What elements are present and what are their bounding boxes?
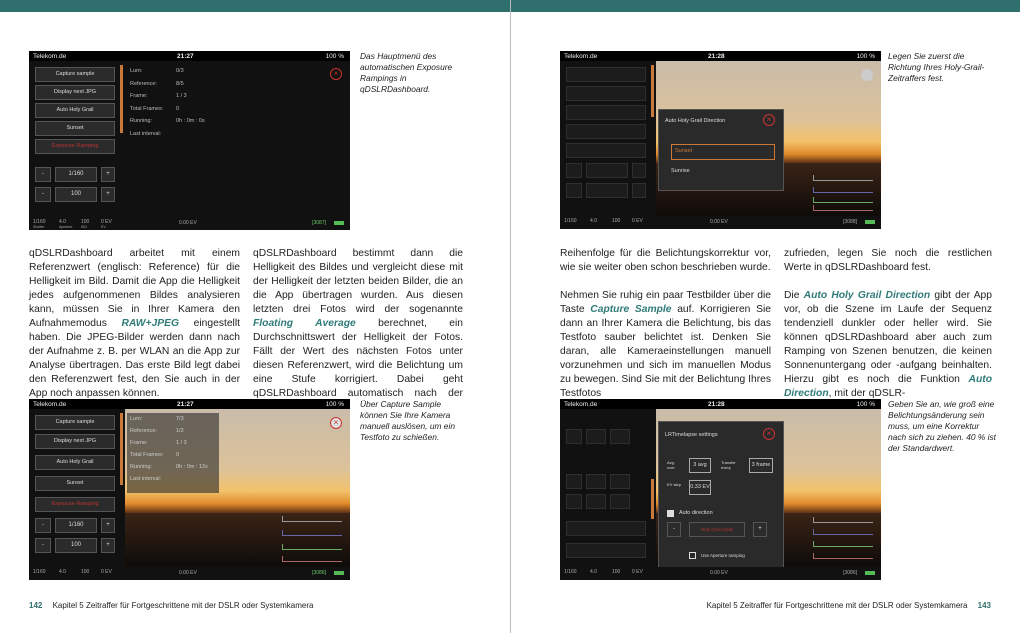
info-row: Lum: 0/3 — [130, 68, 184, 74]
dialog-title: Auto Holy Grail Direction — [665, 118, 726, 124]
running-footer: Kapitel 5 Zeitraffer für Fortgeschrittene mit der DSLR oder Systemkamera — [52, 601, 314, 610]
caption-3: Legen Sie zuerst die Richtung Ihres Holy-Grail-Zeitraffers fest. — [888, 51, 985, 83]
top-accent-bar — [511, 0, 1020, 12]
shutter-plus-button[interactable]: + — [101, 518, 115, 533]
info-row: Reference: 8/5 — [130, 80, 184, 87]
auto-holy-grail-button[interactable]: Auto Holy Grail — [35, 103, 115, 118]
battery-icon — [334, 571, 344, 575]
camera-info-bar: 1/160 4.0 100 0 EV 0.00 EV [3088] — [560, 216, 881, 229]
display-next-jpg-button[interactable]: Display next JPG — [35, 85, 115, 100]
camera-info-bar: 1/160 4.0 100 0 EV 0.00 EV [3086] — [560, 567, 881, 580]
battery: 100 % — [325, 53, 344, 60]
shutter-value: 1/160 — [55, 167, 97, 182]
mode-minus-button[interactable]: - — [667, 522, 681, 537]
camera-info-bar: 1/160 4.0 100 0 EV 0.00 EV [3086] — [29, 567, 350, 580]
shots-remaining: [3087] — [312, 220, 326, 226]
shutter-minus-button[interactable]: - — [35, 167, 51, 182]
body-column-1: qDSLRDashboard arbeitet mit einem Referenzwert (englisch: Reference) für die Helligkeit im Bild. Damit die App die Helligkeit jedes aufgenommenen Bildes analysieren kann, müssen Sie in Ihrer Kamera den Aufnahmemodus RAW+JPEG eingestellt haben. Die JPEG-Bilder werden dann nach der Aufnahme z. B. per WLAN an die App zur Analyse übertragen. Das erste Bild legt dabei den Referenzwert fest, den Sie auch in der App noch anpassen können. — [29, 248, 240, 399]
body-column-3: Reihenfolge für die Belichtungskorrektur vor, wie sie weiter oben schon beschrieben wurde. Nehmen Sie ruhig ein paar Testbilder über die Taste Capture Sample auf. Korrigieren Sie dann an Ihrer Kamera die Belichtung, bis das Testfoto sauber belichtet ist. Denken Sie daran, alle Kameraeinstellungen manuell vorzunehmen und sich im manuellen Modus zu bewegen. Sind Sie mit der Belichtung Ihres Testfotos — [560, 248, 771, 399]
exposure-ramping-button[interactable]: Exposure Ramping — [35, 139, 115, 154]
iso-minus-button[interactable]: - — [35, 538, 51, 553]
close-icon[interactable] — [861, 69, 873, 81]
status-bar: Telekom.de 21:28 100 % — [560, 399, 881, 409]
caption-1: Das Hauptmenü des automatischen Exposure Rampings in qDSLRDashboard. — [360, 51, 453, 94]
highlight-auto-direction: Auto Direction — [784, 374, 992, 399]
info-panel: Lum: 7/3 Reference: 1/2 Frame: 1 / 3 Total Frames: 0 Running: 0h : 0m : 12s Last interval: — [130, 416, 208, 482]
status-bar: Telekom.de 21:28 100 % — [560, 51, 881, 61]
body-column-4: zufrieden, legen Sie noch die restlichen Werte in qDSLRDashboard fest. Die Auto Holy Grail Direction gibt der App vor, ob die Szene im Laufe der Sequenz tendenziell dunkler oder heller wird. Sie können qDSLRDashboard aber auch zum Ramping von Szenen benutzen, die keinen Sonnenuntergang oder -aufgang beinhalten. Hierzu gibt es noch die Funktion Auto Direction, mit der qDSLR- — [784, 248, 993, 399]
info-row: Total Frames: 0 — [130, 105, 180, 112]
battery-icon — [865, 220, 875, 224]
histogram-white — [282, 516, 342, 522]
lrtimelapse-settings-dialog: LRTimelapse settings × Avg. over 3 avg Transfer every 3 frame EV step 0.33 EV Auto direction - Holy Grail mode + Use Aperture ramping — [658, 421, 784, 571]
direction-dialog — [658, 109, 784, 191]
close-icon[interactable]: × — [763, 114, 775, 126]
status-bar: Telekom.de 21:27 100 % — [29, 399, 350, 409]
info-row: Running: 0h : 0m : 0s — [130, 118, 205, 124]
app-screenshot-lrtimelapse-settings — [560, 399, 881, 580]
app-screenshot-direction-dialog — [560, 51, 881, 229]
iso-value: 100 — [55, 187, 97, 202]
ev-step-value[interactable]: 0.33 EV — [689, 480, 711, 495]
caption-2: Über Capture Sample können Sie Ihre Kamera manuell auslösen, um ein Testfoto zu schießen. — [360, 399, 455, 442]
orange-indicator — [120, 413, 123, 485]
iso-plus-button[interactable]: + — [101, 538, 115, 553]
shutter-minus-button[interactable]: - — [35, 518, 51, 533]
battery-icon — [865, 571, 875, 575]
option-sunset[interactable]: Sunset — [671, 144, 775, 160]
camera-info-bar: 1/160 4.0 100 0 EV Shutter Aperture ISO EV 0.00 EV [3087] — [29, 217, 350, 230]
close-icon[interactable]: × — [763, 428, 775, 440]
histogram-green — [282, 544, 342, 550]
app-screenshot-main-menu — [29, 51, 350, 230]
aperture-ramping-checkbox[interactable] — [689, 552, 696, 559]
ev-readout: 0.00 EV — [179, 220, 197, 226]
battery-icon — [334, 221, 344, 225]
info-row: Last interval: — [130, 130, 162, 137]
highlight-floating-average: Floating Average — [253, 318, 356, 329]
auto-direction-checkbox[interactable] — [667, 510, 674, 517]
clock: 21:27 — [177, 53, 194, 60]
iso-value: 100 — [55, 538, 97, 553]
page-number: 142 — [29, 601, 43, 610]
dialog-title: LRTimelapse settings — [665, 432, 718, 438]
caption-4: Geben Sie an, wie groß eine Belichtungsänderung sein muss, um eine Korrektur nach sich zu ziehen. 40 % ist der Standardwert. — [888, 399, 997, 453]
close-icon[interactable]: × — [330, 417, 342, 429]
close-icon[interactable]: × — [330, 68, 342, 80]
iso-plus-button[interactable]: + — [101, 187, 115, 202]
histogram-blue — [282, 530, 342, 536]
auto-holy-grail-button[interactable]: Auto Holy Grail — [35, 455, 115, 470]
iso-minus-button[interactable]: - — [35, 187, 51, 202]
top-accent-bar — [0, 0, 510, 12]
footer — [707, 601, 991, 610]
display-next-jpg-button[interactable]: Display next JPG — [35, 434, 115, 449]
info-panel — [130, 65, 205, 140]
highlight-raw-jpeg: RAW+JPEG — [121, 318, 179, 329]
footer — [29, 601, 313, 610]
option-sunrise[interactable]: Sunrise — [671, 168, 690, 174]
mode-plus-button[interactable]: + — [753, 522, 767, 537]
orange-indicator — [120, 65, 123, 133]
mode-value: Holy Grail mode — [689, 522, 745, 537]
page-number: 143 — [977, 601, 991, 610]
histogram-red — [282, 556, 342, 562]
shutter-plus-button[interactable]: + — [101, 167, 115, 182]
exposure-ramping-button[interactable]: Exposure Ramping — [35, 497, 115, 512]
capture-sample-button[interactable]: Capture sample — [35, 415, 115, 430]
highlight-auto-holy-grail-direction: Auto Holy Grail Direction — [803, 290, 931, 301]
carrier: Telekom.de — [33, 53, 67, 60]
right-page — [511, 0, 1020, 633]
status-bar — [29, 51, 350, 61]
body-column-2: qDSLRDashboard bestimmt dann die Helligkeit des Bildes und vergleicht diese mit der Helligkeit der letzten beiden Bilder, die an die App übertragen wurden. Aus diesen letzten drei Fotos wird der sogenannte Floating Average berechnet, ein Durchschnittswert der Helligkeit der Fotos. Fällt der Wert des nächsten Fotos unter diesen Referenzwert, wird die Belichtung um eine Stufe korrigiert. Dabei geht qDSLRDashboard automatisch nach der — [253, 248, 464, 399]
capture-sample-button[interactable]: Capture sample — [35, 67, 115, 82]
shutter-value: 1/160 — [55, 518, 97, 533]
avg-over-value[interactable]: 3 avg — [689, 458, 711, 473]
sunset-button[interactable]: Sunset — [35, 476, 115, 491]
app-screenshot-capture-sample — [29, 399, 350, 580]
highlight-capture-sample: Capture Sample — [590, 304, 672, 315]
info-row: Frame: 1 / 3 — [130, 93, 187, 99]
transfer-every-value[interactable]: 3 frame — [749, 458, 773, 473]
running-footer: Kapitel 5 Zeitraffer für Fortgeschrittene mit der DSLR oder Systemkamera — [706, 601, 968, 610]
sunset-button[interactable]: Sunset — [35, 121, 115, 136]
